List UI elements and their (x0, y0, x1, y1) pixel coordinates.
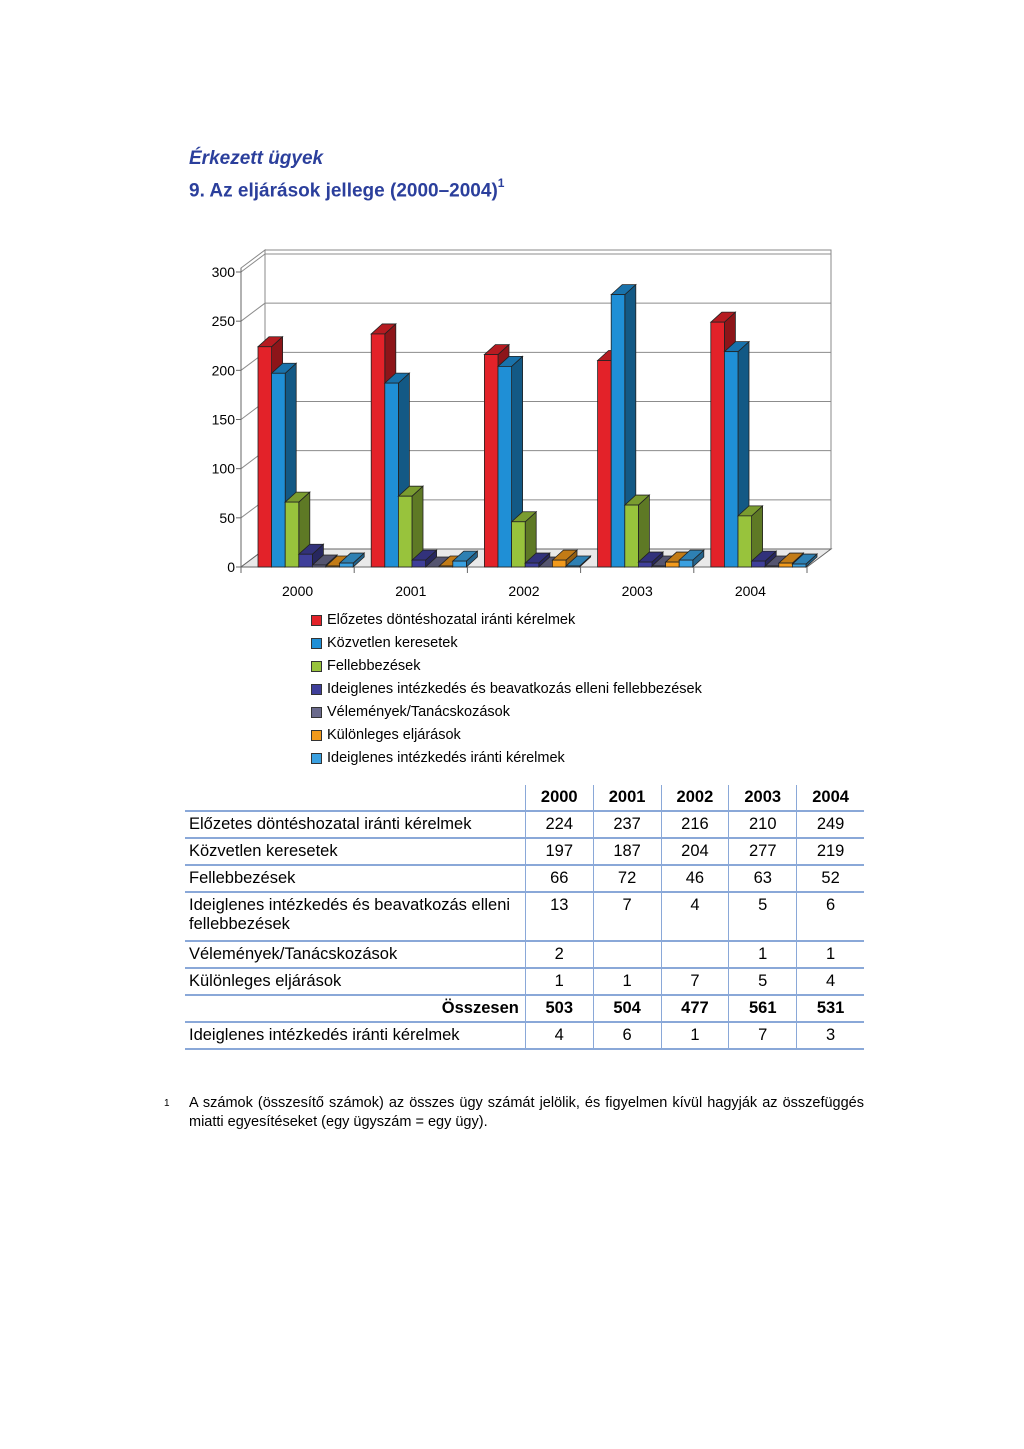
bar-face (371, 334, 385, 567)
legend-label: Előzetes döntéshozatal iránti kérelmek (327, 612, 576, 628)
table-cell: 7 (593, 892, 661, 941)
table-cell: 7 (661, 968, 729, 995)
table-row (185, 968, 864, 995)
legend-item (311, 747, 702, 770)
table-cell: 7 (729, 1022, 797, 1049)
table-row (185, 995, 864, 1022)
legend-swatch (311, 638, 322, 649)
bar-face (512, 522, 526, 567)
bar-face (598, 361, 612, 568)
table-cell: 63 (729, 865, 797, 892)
bar-face (439, 566, 453, 567)
bar-face (398, 496, 412, 567)
bar-face (566, 566, 580, 567)
chart-title-text: 9. Az eljárások jellege (2000–2004) (189, 180, 498, 202)
table-cell: 1 (525, 968, 593, 995)
legend-label: Közvetlen keresetek (327, 635, 458, 651)
table-row-label: Ideiglenes intézkedés és beavatkozás elleni fellebbezések (185, 892, 525, 941)
bar-face (412, 560, 426, 567)
legend-item (311, 678, 702, 701)
table-row-label: Fellebbezések (185, 865, 525, 892)
table-cell: 224 (525, 811, 593, 838)
table-cell: 204 (661, 838, 729, 865)
legend-item (311, 632, 702, 655)
legend-label: Különleges eljárások (327, 727, 461, 743)
legend-item (311, 724, 702, 747)
legend-label: Ideiglenes intézkedés és beavatkozás elleni fellebbezések (327, 681, 702, 697)
legend-item (311, 655, 702, 678)
table-year-header: 2001 (593, 785, 661, 811)
legend-label: Ideiglenes intézkedés iránti kérelmek (327, 750, 565, 766)
table-cell: 2 (525, 941, 593, 968)
bar-face (299, 554, 313, 567)
bar-face (484, 355, 498, 567)
table-cell: 13 (525, 892, 593, 941)
y-tick-label: 100 (211, 460, 235, 477)
table-cell: 216 (661, 811, 729, 838)
bar-chart (0, 0, 1024, 620)
y-tick-label: 250 (211, 313, 235, 330)
bar-face (272, 373, 286, 567)
table-row (185, 838, 864, 865)
legend-swatch (311, 730, 322, 741)
legend-swatch (311, 753, 322, 764)
bar-face (285, 502, 299, 567)
y-tick-label: 200 (211, 362, 235, 379)
data-table (185, 785, 864, 1050)
table-cell (661, 941, 729, 968)
table-cell: 277 (729, 838, 797, 865)
footnote-text: A számok (összesítő számok) az összes ügy számát jelölik, és figyelmen kívül hagyják az összefüggés miatti egyesítéseket (egy ügyszám = egy ügy). (189, 1095, 864, 1130)
legend-swatch (311, 684, 322, 695)
table-row (185, 865, 864, 892)
bar-face (552, 560, 566, 567)
table-cell: 46 (661, 865, 729, 892)
chart-title-footnote-mark: 1 (497, 176, 505, 190)
bar-face (525, 563, 539, 567)
table-row-label: Közvetlen keresetek (185, 838, 525, 865)
table-row (185, 892, 864, 941)
bar-face (340, 563, 354, 567)
table-year-header: 2004 (797, 785, 864, 811)
bar-face (792, 564, 806, 567)
bar-face (453, 561, 467, 567)
table-cell: 187 (593, 838, 661, 865)
table-cell: 1 (729, 941, 797, 968)
table-row-label: Különleges eljárások (185, 968, 525, 995)
table-cell: 5 (729, 968, 797, 995)
table-cell: 4 (661, 892, 729, 941)
bar-face (765, 566, 779, 567)
bar-face (738, 516, 752, 567)
bar-face (326, 566, 340, 567)
legend-label: Fellebbezések (327, 658, 421, 674)
bar-face (711, 322, 725, 567)
table-cell: 72 (593, 865, 661, 892)
x-tick-label: 2001 (395, 583, 427, 599)
table-cell: 561 (729, 995, 797, 1022)
table-cell: 197 (525, 838, 593, 865)
table-row (185, 811, 864, 838)
bar-face (666, 562, 680, 567)
table-cell: 210 (729, 811, 797, 838)
table-cell: 6 (593, 1022, 661, 1049)
table-corner-cell (185, 785, 525, 811)
bar-face (638, 562, 652, 567)
bar-face (779, 563, 793, 567)
table-cell: 66 (525, 865, 593, 892)
y-tick-label: 150 (211, 411, 235, 428)
table-cell: 1 (593, 968, 661, 995)
bar-face (258, 347, 272, 567)
table-year-header: 2002 (661, 785, 729, 811)
table-cell: 6 (797, 892, 864, 941)
table-cell: 477 (661, 995, 729, 1022)
table-cell: 249 (797, 811, 864, 838)
legend-item (311, 701, 702, 724)
x-tick-label: 2002 (508, 583, 540, 599)
table-cell: 504 (593, 995, 661, 1022)
y-tick-label: 0 (227, 559, 235, 575)
table-row-label: Előzetes döntéshozatal iránti kérelmek (185, 811, 525, 838)
table-row-label: Vélemények/Tanácskozások (185, 941, 525, 968)
footnote-mark: 1 (164, 1098, 170, 1109)
x-tick-label: 2004 (734, 583, 766, 599)
y-tick-label: 300 (211, 264, 235, 280)
table-cell: 4 (797, 968, 864, 995)
table-row-label: Ideiglenes intézkedés iránti kérelmek (185, 1022, 525, 1049)
table-header-row (185, 785, 864, 811)
table-cell: 1 (797, 941, 864, 968)
bar-face (752, 561, 766, 567)
table-cell: 503 (525, 995, 593, 1022)
bar-face (611, 295, 625, 567)
legend-item (311, 609, 702, 632)
section-title: Érkezett ügyek (189, 148, 324, 169)
bar-face (724, 352, 738, 567)
bar-face (498, 366, 512, 567)
table-cell: 531 (797, 995, 864, 1022)
bar-face (652, 566, 666, 567)
x-tick-label: 2000 (282, 583, 314, 599)
table-year-header: 2003 (729, 785, 797, 811)
table-cell: 3 (797, 1022, 864, 1049)
legend-swatch (311, 615, 322, 626)
table-cell: 219 (797, 838, 864, 865)
table-row (185, 1022, 864, 1049)
legend-label: Vélemények/Tanácskozások (327, 704, 510, 720)
table-cell: 52 (797, 865, 864, 892)
table-cell: 5 (729, 892, 797, 941)
table-body (185, 811, 864, 1049)
bar-face (679, 560, 693, 567)
bar-face (385, 383, 399, 567)
bar-face (312, 565, 326, 567)
table-row (185, 941, 864, 968)
table-cell: 4 (525, 1022, 593, 1049)
footnote (164, 1094, 864, 1132)
legend-swatch (311, 661, 322, 672)
bar-face (625, 505, 639, 567)
table-cell: 1 (661, 1022, 729, 1049)
x-tick-label: 2003 (621, 583, 653, 599)
y-tick-label: 50 (219, 509, 235, 526)
table-cell (593, 941, 661, 968)
table-row-label: Összesen (185, 995, 525, 1022)
chart-legend (311, 609, 702, 770)
table-year-header: 2000 (525, 785, 593, 811)
legend-swatch (311, 707, 322, 718)
table-cell: 237 (593, 811, 661, 838)
